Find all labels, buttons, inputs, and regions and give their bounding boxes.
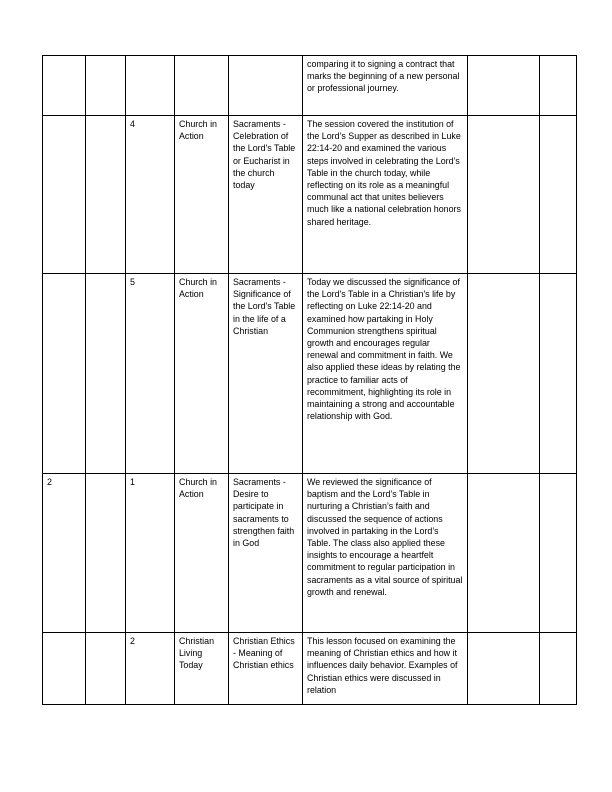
lesson-cell: 5 (126, 274, 175, 474)
blank-cell (540, 274, 577, 474)
sub-strand-cell: Christian Ethics - Meaning of Christian ethics (229, 633, 303, 705)
blank-cell (540, 56, 577, 116)
blank-cell (86, 56, 126, 116)
sub-strand-cell (229, 56, 303, 116)
blank-cell (468, 56, 540, 116)
lesson-cell (126, 56, 175, 116)
summary-cell: This lesson focused on examining the meaning of Christian ethics and how it influences daily behavior. Examples of Christian ethics were discussed in relation (303, 633, 468, 705)
week-cell (43, 274, 86, 474)
lesson-cell: 2 (126, 633, 175, 705)
strand-cell: Church in Action (175, 474, 229, 633)
summary-cell: We reviewed the significance of baptism and the Lord’s Table in nurturing a Christian’s faith and discussed the sequence of actions involved in partaking in the Lord’s Table. The class also applied these insights to encourage a heartfelt commitment to regular participation in sacraments as a vital source of spiritual growth and renewal. (303, 474, 468, 633)
summary-cell: The session covered the institution of the Lord’s Supper as described in Luke 22:14-20 and examined the various steps involved in celebrating the Lord’s Table in the church today, while reflecting on its role as a meaningful communal act that unites believers much like a national celebration honors shared heritage. (303, 116, 468, 274)
lesson-cell: 1 (126, 474, 175, 633)
week-cell: 2 (43, 474, 86, 633)
blank-cell (540, 474, 577, 633)
blank-cell (86, 274, 126, 474)
blank-cell (468, 116, 540, 274)
strand-cell: Christian Living Today (175, 633, 229, 705)
sub-strand-cell: Sacraments - Celebration of the Lord's Table or Eucharist in the church today (229, 116, 303, 274)
strand-cell (175, 56, 229, 116)
summary-cell: comparing it to signing a contract that marks the beginning of a new personal or professional journey. (303, 56, 468, 116)
table-row (43, 633, 577, 705)
week-cell (43, 56, 86, 116)
blank-cell (86, 633, 126, 705)
lesson-record-table (42, 55, 577, 705)
blank-cell (540, 633, 577, 705)
table-row (43, 116, 577, 274)
table-row (43, 474, 577, 633)
blank-cell (468, 274, 540, 474)
blank-cell (86, 474, 126, 633)
blank-cell (86, 116, 126, 274)
week-cell (43, 116, 86, 274)
strand-cell: Church in Action (175, 116, 229, 274)
sub-strand-cell: Sacraments - Desire to participate in sacraments to strengthen faith in God (229, 474, 303, 633)
table-row (43, 56, 577, 116)
blank-cell (540, 116, 577, 274)
blank-cell (468, 633, 540, 705)
summary-cell: Today we discussed the significance of the Lord's Table in a Christian's life by reflecting on Luke 22:14-20 and examined how partaking in Holy Communion strengthens spiritual growth and encourages regular renewal and commitment in faith. We also applied these ideas by relating the practice to familiar acts of recommitment, highlighting its role in maintaining a strong and accountable relationship with God. (303, 274, 468, 474)
week-cell (43, 633, 86, 705)
table-row (43, 274, 577, 474)
blank-cell (468, 474, 540, 633)
sub-strand-cell: Sacraments - Significance of the Lord's Table in the life of a Christian (229, 274, 303, 474)
strand-cell: Church in Action (175, 274, 229, 474)
lesson-cell: 4 (126, 116, 175, 274)
